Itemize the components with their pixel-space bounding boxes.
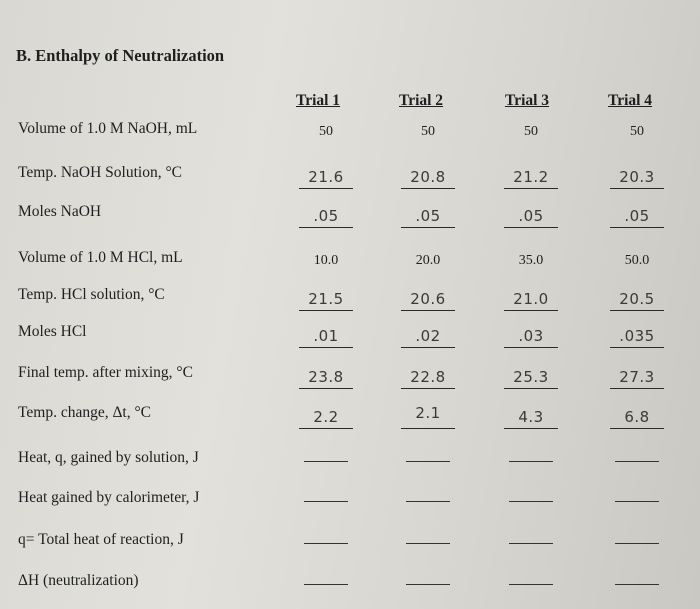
value-underline [299,388,353,389]
row-label: Temp. HCl solution, °C [18,286,165,303]
row-label: Final temp. after mixing, °C [18,364,193,381]
row-label: Temp. change, Δt, °C [18,404,152,421]
answer-blank [615,584,659,585]
value-cell: .02 [415,327,441,345]
value-cell: 21.0 [513,290,549,308]
answer-blank [509,543,553,544]
value-underline [299,227,353,228]
row-label: Heat, q, gained by solution, J [18,449,199,466]
value-underline [401,310,455,311]
row-label: q= Total heat of reaction, J [18,531,184,548]
section-title: B. Enthalpy of Neutralization [16,46,225,65]
value-cell: 21.5 [308,290,344,308]
value-cell: .035 [619,327,655,345]
value-underline [504,428,558,429]
value-cell: 20.6 [410,290,446,308]
value-cell: 50 [319,124,333,139]
answer-blank [406,543,450,544]
value-cell: 50.0 [624,253,650,268]
answer-blank [509,584,553,585]
row-label: ΔH (neutralization) [18,572,139,589]
value-cell: 50 [630,124,644,139]
value-cell: 2.2 [313,408,339,426]
value-cell: 25.3 [513,368,549,386]
value-underline [401,388,455,389]
value-cell: .01 [313,327,339,345]
value-cell: 20.5 [619,290,655,308]
row-label: Moles HCl [18,323,87,340]
answer-blank [615,461,659,462]
value-cell: .05 [518,207,544,225]
row-label: Volume of 1.0 M NaOH, mL [18,120,198,137]
value-cell: 6.8 [624,408,650,426]
value-cell: 10.0 [313,253,339,268]
value-underline [504,347,558,348]
value-cell: 35.0 [518,253,544,268]
trial-header-2: Trial 2 [399,92,444,109]
row-label: Moles NaOH [18,203,102,220]
answer-blank [406,584,450,585]
value-underline [401,227,455,228]
value-cell: 2.1 [415,404,441,422]
value-underline [299,188,353,189]
row-label: Temp. NaOH Solution, °C [18,164,182,181]
row-label: Volume of 1.0 M HCl, mL [18,249,183,266]
value-underline [504,388,558,389]
value-underline [610,347,664,348]
answer-blank [304,501,348,502]
answer-blank [304,543,348,544]
answer-blank [304,584,348,585]
value-underline [610,388,664,389]
value-underline [299,310,353,311]
value-underline [610,428,664,429]
value-cell: .05 [624,207,650,225]
value-cell: 21.2 [513,168,549,186]
value-cell: 20.8 [410,168,446,186]
value-underline [401,428,455,429]
answer-blank [406,461,450,462]
value-underline [401,347,455,348]
value-cell: .05 [313,207,339,225]
answer-blank [304,461,348,462]
value-underline [504,227,558,228]
value-underline [610,227,664,228]
answer-blank [509,461,553,462]
value-underline [299,347,353,348]
trial-header-1: Trial 1 [296,92,341,109]
answer-blank [509,501,553,502]
value-cell: 23.8 [308,368,344,386]
value-underline [504,188,558,189]
value-cell: 22.8 [410,368,446,386]
trial-header-3: Trial 3 [505,92,550,109]
value-cell: 20.0 [415,253,441,268]
value-cell: .05 [415,207,441,225]
value-cell: 20.3 [619,168,655,186]
value-cell: 21.6 [308,168,344,186]
value-cell: 50 [524,124,538,139]
value-underline [299,428,353,429]
value-underline [610,310,664,311]
value-underline [610,188,664,189]
trial-header-4: Trial 4 [608,92,653,109]
value-underline [401,188,455,189]
row-label: Heat gained by calorimeter, J [18,489,200,506]
answer-blank [615,501,659,502]
value-cell: 4.3 [518,408,544,426]
answer-blank [615,543,659,544]
value-cell: 50 [421,124,435,139]
answer-blank [406,501,450,502]
value-underline [504,310,558,311]
value-cell: .03 [518,327,544,345]
value-cell: 27.3 [619,368,655,386]
